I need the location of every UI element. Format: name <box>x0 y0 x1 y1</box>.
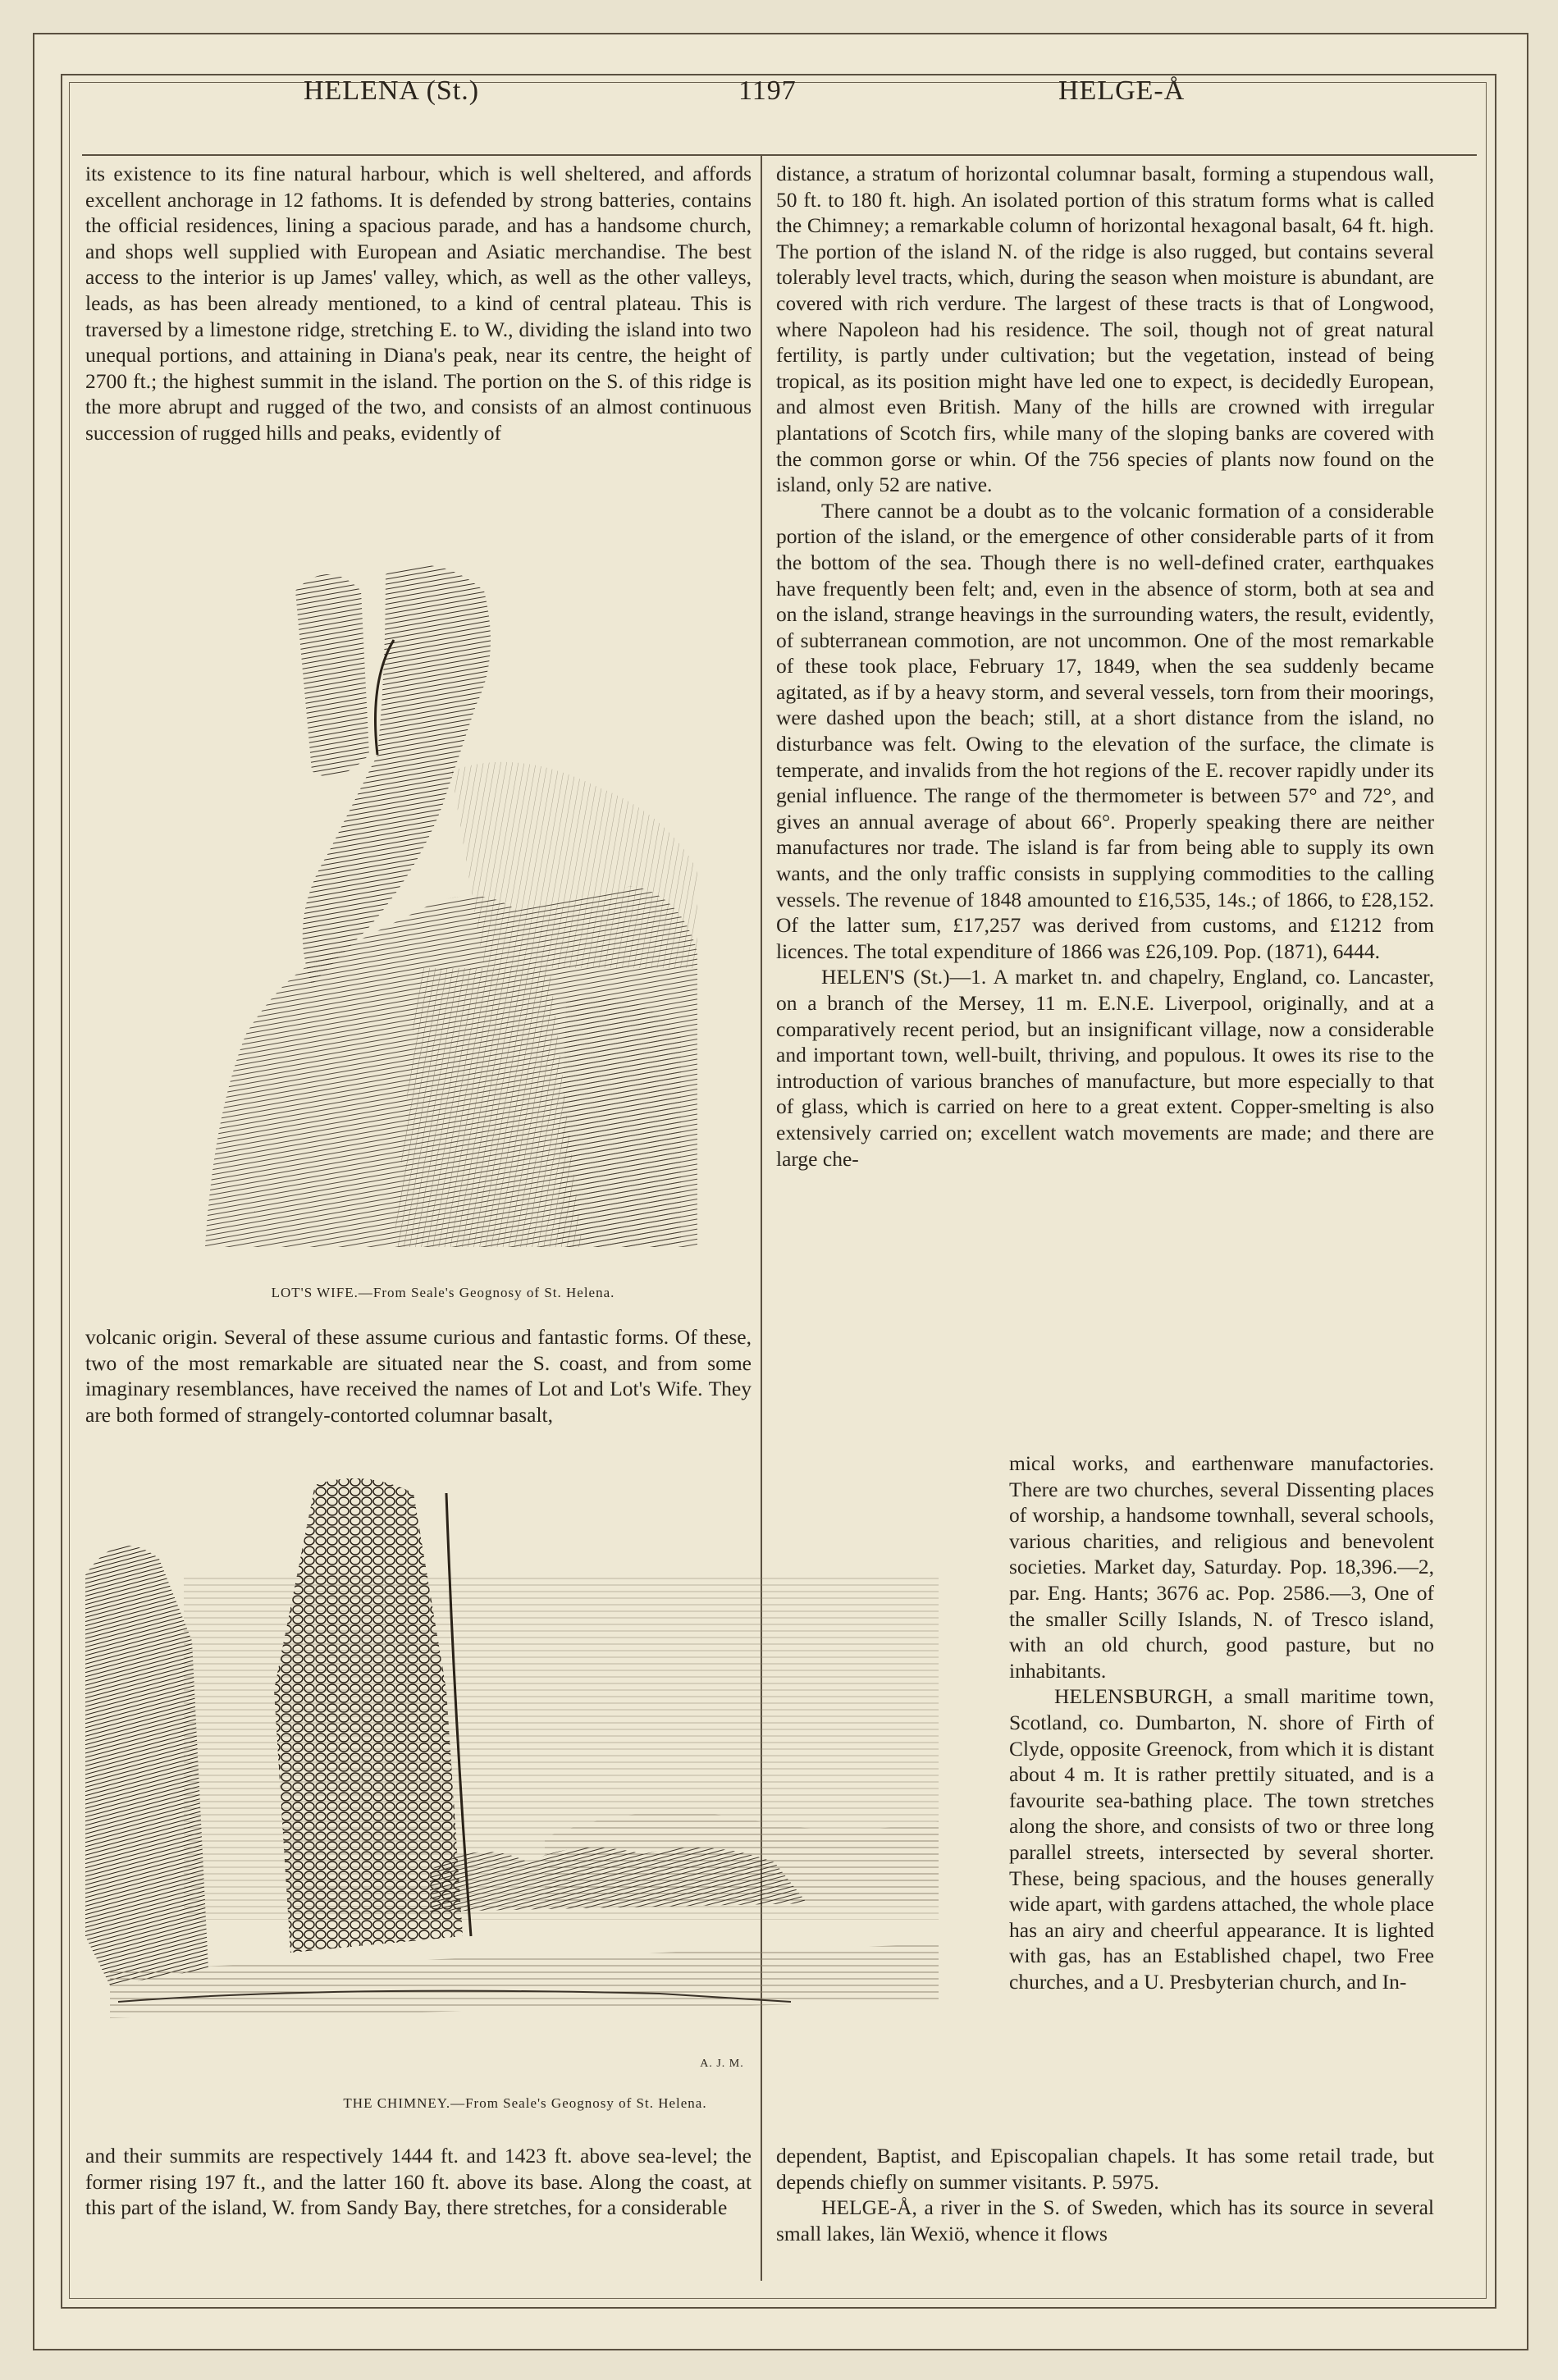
paragraph: volcanic origin. Several of these assume curious and fantastic forms. Of these, two of the most remarkable are situated near the S. coast, and from some imaginary resemblances, have received the names of Lot and Lot's Wife. They are both formed of strangely-contorted columnar basalt, <box>85 1325 752 1427</box>
header-left: HELENA (St.) <box>304 75 480 106</box>
right-col-bottom-text <box>776 2143 1434 2246</box>
page-number: 1197 <box>738 75 797 106</box>
chimney-engraving <box>85 1477 971 2084</box>
lots-wife-caption: LOT'S WIFE.—From Seale's Geognosy of St. Helena. <box>271 1285 615 1300</box>
running-head <box>49 66 1444 115</box>
lots-wife-engraving <box>172 541 714 1263</box>
paragraph: and their summits are respectively 1444 ft. and 1423 ft. above sea-level; the former rising 197 ft., and the latter 160 ft. above its base. Along the coast, at this part of the island, W. from Sandy Bay, there stretches, for a considerable <box>85 2144 752 2220</box>
chimney-signature: A. J. M. <box>700 2058 744 2070</box>
entry-helens-cont: mical works, and earthenware manufactories. There are two churches, several Dissenting places of worship, a handsome townhall, several schools, various charities, and religious and benevolent societies. Market day, Saturday. Pop. 18,396.—2, par. Eng. Hants; 3676 ac. Pop. 2586.—3, One of the smaller Scilly Islands, N. of Tresco island, with an old church, good pasture, but no inhabitants. <box>1009 1451 1434 1683</box>
left-col-top-text <box>85 161 752 446</box>
header-rule <box>82 154 1477 156</box>
lots-wife-illustration <box>172 541 714 1263</box>
header-right: HELGE-Å <box>1058 75 1186 106</box>
paragraph-stratum: distance, a stratum of horizontal columnar basalt, forming a stupendous wall, 50 ft. to 180 ft. high. An isolated portion of this stratum forms what is called the Chimney; a remarkable column of horizontal hexagonal basalt, 64 ft. high. The portion of the island N. of the ridge is also rugged, but contains several tolerably level tracts, which, during the season when moisture is abundant, are covered with rich verdure. The largest of these tracts is that of Longwood, where Napoleon had his residence. The soil, though not of great natural fertility, is partly under cultivation; but the vegetation, instead of being tropical, as its position might have led one to expect, is decidedly European, and almost even British. Many of the hills are crowned with irregular plantations of Scotch firs, while many of the sloping banks are covered with the common gorse or whin. Of the 756 species of plants now found on the island, only 52 are native. <box>776 162 1434 497</box>
left-col-middle-text <box>85 1324 752 1428</box>
left-col-bottom-text <box>85 2143 752 2221</box>
entry-helensburgh: HELENSBURGH, a small maritime town, Scotland, co. Dumbarton, N. shore of Firth of Clyde, opposite Greenock, from which it is distant about 4 m. It is rather prettily situated, and is a favourite sea-bathing place. The town stretches along the shore, and consists of two or three long parallel streets, intersected by several shorter. These, being spacious, and the houses generally wide apart, with gardens attached, the whole place has an airy and cheerful appearance. It is lighted with gas, has an Established chapel, two Free churches, and a U. Presbyterian church, and In- <box>1009 1684 1434 1994</box>
chimney-caption: THE CHIMNEY.—From Seale's Geognosy of St. Helena. <box>343 2095 707 2111</box>
paragraph-volcanic: There cannot be a doubt as to the volcanic formation of a considerable portion of the island, or the emergence of other considerable parts of it from the bottom of the sea. Though there is no well-defined crater, earthquakes have frequently been felt; and, even in the absence of storm, both at sea and on the island, strange heavings in the surrounding waters, the result, evidently, of subterranean commotion, are not uncommon. One of the most remarkable of these took place, February 17, 1849, when the sea suddenly became agitated, as if by a heavy storm, and several vessels, torn from their moorings, were dashed upon the beach; still, at a short distance from the island, no disturbance was felt. Owing to the elevation of the surface, the climate is temperate, and invalids from the hot regions of the E. recover rapidly under its genial influence. The range of the thermometer is between 57° and 72°, and gives an annual average of about 66°. Properly speaking there are neither manufactures nor trade. The island is far from being able to supply its own wants, and the only traffic consists in supplying commodities to the calling vessels. The revenue of 1848 amounted to £16,535, 14s.; of 1866, to £28,152. Of the latter sum, £17,257 was derived from customs, and £1212 from licences. The total expenditure of 1866 was £26,109. Pop. (1871), 6444. <box>776 498 1434 963</box>
chimney-illustration <box>85 1477 971 2084</box>
entry-helens: HELEN'S (St.)—1. A market tn. and chapelry, England, co. Lancaster, on a branch of the Mersey, 11 m. E.N.E. Liverpool, originally, and at a comparatively recent period, but an insignificant village, now a considerable and important town, well-built, thriving, and populous. It owes its rise to the introduction of various branches of manufacture, but more especially to that of glass, which is carried on here to a great extent. Copper-smelting is also extensively carried on; excellent watch movements are made; and there are large che- <box>776 965 1434 1171</box>
entry-helge-a: HELGE-Å, a river in the S. of Sweden, which has its source in several small lakes, län Wexiö, whence it flows <box>776 2195 1434 2245</box>
right-col-narrow-text <box>1009 1450 1434 1994</box>
paragraph: its existence to its fine natural harbour, which is well sheltered, and affords excellent anchorage in 12 fathoms. It is defended by strong batteries, contains the official residences, lining a spacious parade, and has a handsome church, and shops well supplied with European and Asiatic merchandise. The best access to the interior is up James' valley, which, as well as the other valleys, leads, as has been already mentioned, to a kind of central plateau. This is traversed by a limestone ridge, stretching E. to W., dividing the island into two unequal portions, and attaining in Diana's peak, near its centre, the height of 2700 ft.; the highest summit in the island. The portion on the S. of this ridge is the more abrupt and rugged of the two, and consists of an almost continuous succession of rugged hills and peaks, evidently of <box>85 162 752 445</box>
right-col-text <box>776 161 1434 1172</box>
entry-helensburgh-cont: dependent, Baptist, and Episcopalian chapels. It has some retail trade, but depends chiefly on summer visitants. P. 5975. <box>776 2144 1434 2194</box>
